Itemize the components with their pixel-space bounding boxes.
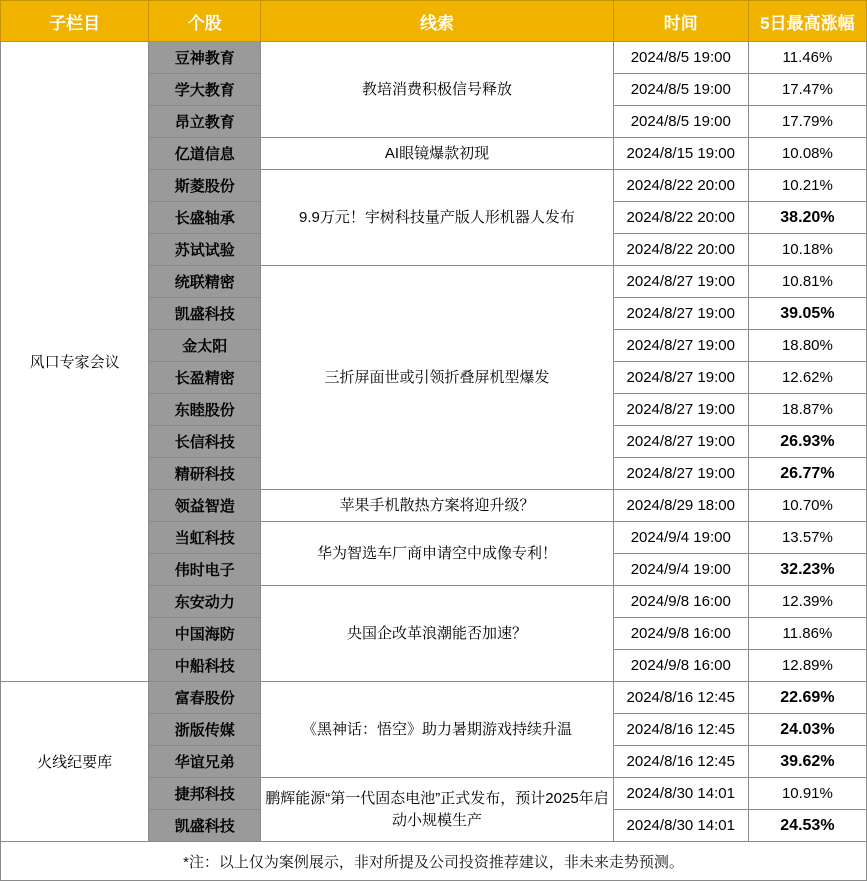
max-gain-value: 10.91% — [748, 778, 866, 810]
section-name: 火线纪要库 — [1, 682, 149, 842]
max-gain-value: 17.79% — [748, 106, 866, 138]
stock-name[interactable]: 伟时电子 — [149, 554, 261, 586]
timestamp: 2024/8/27 19:00 — [613, 426, 748, 458]
table-header-row — [1, 1, 867, 42]
timestamp: 2024/9/4 19:00 — [613, 554, 748, 586]
clue-text: 《黑神话：悟空》助力暑期游戏持续升温 — [261, 682, 613, 778]
clue-text: 鹏辉能源“第一代固态电池”正式发布，预计2025年启动小规模生产 — [261, 778, 613, 842]
stock-name[interactable]: 凯盛科技 — [149, 810, 261, 842]
stock-name[interactable]: 东安动力 — [149, 586, 261, 618]
max-gain-value: 12.39% — [748, 586, 866, 618]
stock-name[interactable]: 浙版传媒 — [149, 714, 261, 746]
max-gain-value: 32.23% — [748, 554, 866, 586]
max-gain-value: 39.62% — [748, 746, 866, 778]
max-gain-value: 38.20% — [748, 202, 866, 234]
table-row — [1, 682, 867, 714]
timestamp: 2024/8/5 19:00 — [613, 42, 748, 74]
stock-name[interactable]: 长盛轴承 — [149, 202, 261, 234]
max-gain-value: 18.80% — [748, 330, 866, 362]
table-row — [1, 42, 867, 74]
table-footer-row — [1, 842, 867, 881]
stock-name[interactable]: 领益智造 — [149, 490, 261, 522]
max-gain-value: 26.93% — [748, 426, 866, 458]
timestamp: 2024/8/16 12:45 — [613, 746, 748, 778]
clue-text: 教培消费积极信号释放 — [261, 42, 613, 138]
stock-name[interactable]: 苏试试验 — [149, 234, 261, 266]
clue-text: 华为智选车厂商申请空中成像专利！ — [261, 522, 613, 586]
stock-name[interactable]: 捷邦科技 — [149, 778, 261, 810]
max-gain-value: 10.70% — [748, 490, 866, 522]
stock-name[interactable]: 豆神教育 — [149, 42, 261, 74]
max-gain-value: 11.46% — [748, 42, 866, 74]
stock-name[interactable]: 中国海防 — [149, 618, 261, 650]
timestamp: 2024/8/22 20:00 — [613, 202, 748, 234]
stock-name[interactable]: 长盈精密 — [149, 362, 261, 394]
max-gain-value: 18.87% — [748, 394, 866, 426]
timestamp: 2024/8/27 19:00 — [613, 330, 748, 362]
timestamp: 2024/9/8 16:00 — [613, 618, 748, 650]
clue-text: 三折屏面世或引领折叠屏机型爆发 — [261, 266, 613, 490]
footer-note: *注：以上仅为案例展示，非对所提及公司投资推荐建议，非未来走势预测。 — [1, 842, 867, 881]
timestamp: 2024/8/27 19:00 — [613, 298, 748, 330]
table-body — [1, 42, 867, 842]
timestamp: 2024/8/5 19:00 — [613, 106, 748, 138]
stock-name[interactable]: 亿道信息 — [149, 138, 261, 170]
max-gain-value: 10.81% — [748, 266, 866, 298]
max-gain-value: 10.08% — [748, 138, 866, 170]
max-gain-value: 13.57% — [748, 522, 866, 554]
timestamp: 2024/8/16 12:45 — [613, 682, 748, 714]
stock-name[interactable]: 精研科技 — [149, 458, 261, 490]
timestamp: 2024/9/4 19:00 — [613, 522, 748, 554]
timestamp: 2024/8/30 14:01 — [613, 778, 748, 810]
timestamp: 2024/8/27 19:00 — [613, 266, 748, 298]
column-header-clue: 线索 — [261, 1, 613, 42]
timestamp: 2024/8/27 19:00 — [613, 458, 748, 490]
max-gain-value: 26.77% — [748, 458, 866, 490]
timestamp: 2024/8/29 18:00 — [613, 490, 748, 522]
stock-name[interactable]: 昂立教育 — [149, 106, 261, 138]
timestamp: 2024/9/8 16:00 — [613, 650, 748, 682]
clue-text: AI眼镜爆款初现 — [261, 138, 613, 170]
max-gain-value: 12.89% — [748, 650, 866, 682]
max-gain-value: 17.47% — [748, 74, 866, 106]
timestamp: 2024/8/30 14:01 — [613, 810, 748, 842]
clue-text: 苹果手机散热方案将迎升级？ — [261, 490, 613, 522]
max-gain-value: 22.69% — [748, 682, 866, 714]
stock-name[interactable]: 学大教育 — [149, 74, 261, 106]
timestamp: 2024/9/8 16:00 — [613, 586, 748, 618]
stock-name[interactable]: 统联精密 — [149, 266, 261, 298]
stock-name[interactable]: 中船科技 — [149, 650, 261, 682]
timestamp: 2024/8/5 19:00 — [613, 74, 748, 106]
stock-name[interactable]: 斯菱股份 — [149, 170, 261, 202]
stock-name[interactable]: 金太阳 — [149, 330, 261, 362]
max-gain-value: 10.21% — [748, 170, 866, 202]
max-gain-value: 12.62% — [748, 362, 866, 394]
column-header-gain: 5日最高涨幅 — [748, 1, 866, 42]
column-header-stock: 个股 — [149, 1, 261, 42]
max-gain-value: 39.05% — [748, 298, 866, 330]
timestamp: 2024/8/27 19:00 — [613, 394, 748, 426]
stock-name[interactable]: 富春股份 — [149, 682, 261, 714]
column-header-section: 子栏目 — [1, 1, 149, 42]
max-gain-value: 11.86% — [748, 618, 866, 650]
max-gain-value: 24.03% — [748, 714, 866, 746]
stock-name[interactable]: 当虹科技 — [149, 522, 261, 554]
max-gain-value: 10.18% — [748, 234, 866, 266]
timestamp: 2024/8/27 19:00 — [613, 362, 748, 394]
stock-name[interactable]: 凯盛科技 — [149, 298, 261, 330]
clue-text: 央国企改革浪潮能否加速？ — [261, 586, 613, 682]
timestamp: 2024/8/22 20:00 — [613, 170, 748, 202]
column-header-time: 时间 — [613, 1, 748, 42]
section-name: 风口专家会议 — [1, 42, 149, 682]
stock-name[interactable]: 东睦股份 — [149, 394, 261, 426]
clue-text: 9.9万元！宇树科技量产版人形机器人发布 — [261, 170, 613, 266]
timestamp: 2024/8/22 20:00 — [613, 234, 748, 266]
stock-name[interactable]: 华谊兄弟 — [149, 746, 261, 778]
timestamp: 2024/8/16 12:45 — [613, 714, 748, 746]
max-gain-value: 24.53% — [748, 810, 866, 842]
stock-name[interactable]: 长信科技 — [149, 426, 261, 458]
timestamp: 2024/8/15 19:00 — [613, 138, 748, 170]
